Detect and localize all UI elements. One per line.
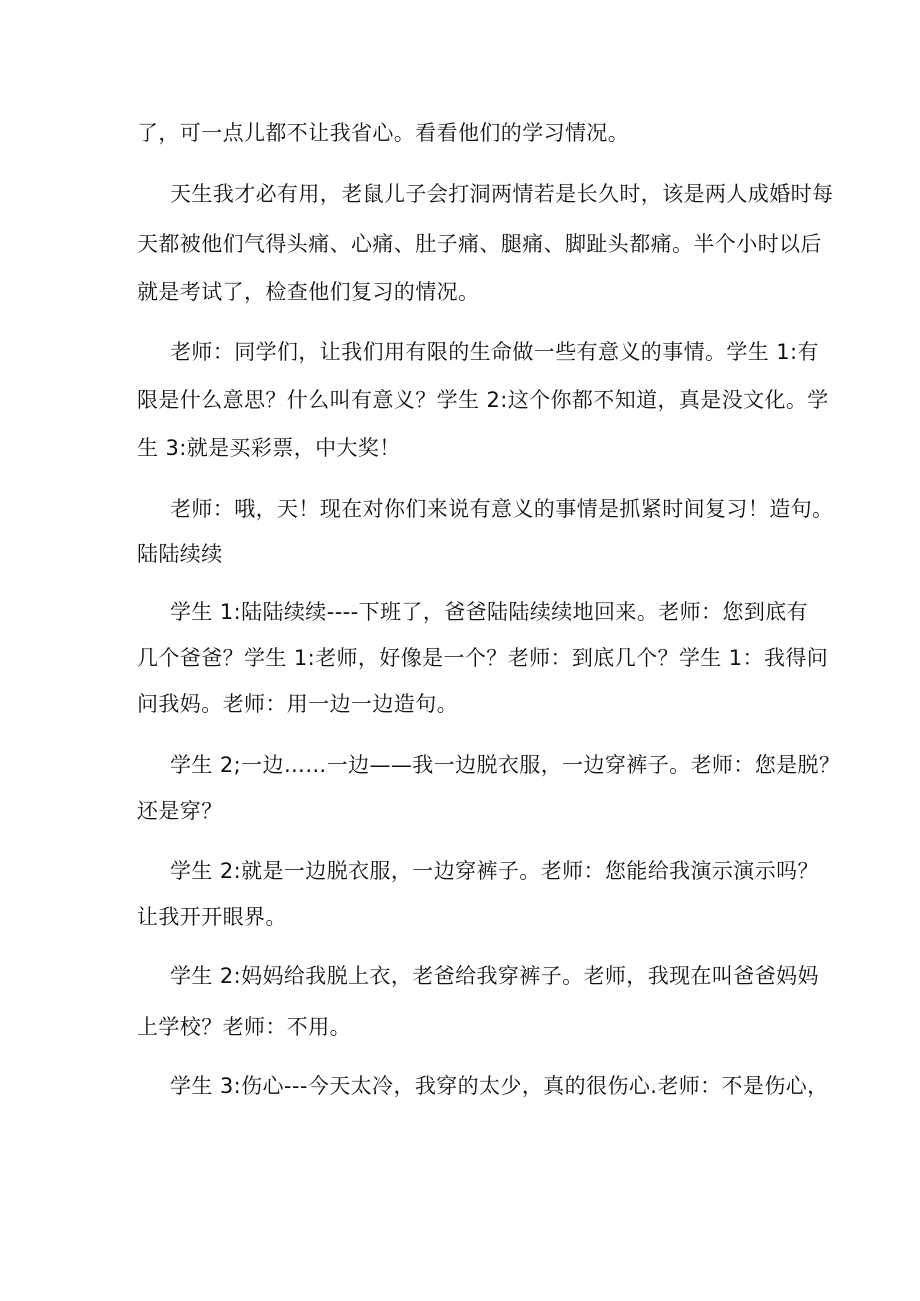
paragraph-line: 生 3:就是买彩票，中大奖！ <box>137 436 401 460</box>
paragraph-line: 学生 2:就是一边脱衣服，一边穿裤子。老师：您能给我演示演示吗？ <box>170 859 819 883</box>
paragraph-line: 让我开开眼界。 <box>137 905 287 929</box>
paragraph-line: 老师：同学们，让我们用有限的生命做一些有意义的事情。学生 1:有 <box>170 340 819 364</box>
paragraph-line: 老师：哦，天！现在对你们来说有意义的事情是抓紧时间复习！造句。 <box>170 497 834 521</box>
paragraph-line: 学生 1:陆陆续续----下班了，爸爸陆陆续续地回来。老师：您到底有 <box>170 600 809 624</box>
paragraph-line: 陆陆续续 <box>137 542 223 566</box>
paragraph-line: 天生我才必有用，老鼠儿子会打洞两情若是长久时，该是两人成婚时每 <box>170 182 834 206</box>
paragraph-line: 学生 2;一边……一边——我一边脱衣服，一边穿裤子。老师：您是脱？ <box>170 753 841 777</box>
paragraph-line: 学生 3:伤心---今天太冷，我穿的太少，真的很伤心.老师：不是伤心， <box>170 1074 829 1098</box>
paragraph-line: 就是考试了，检查他们复习的情况。 <box>137 280 480 304</box>
paragraph-line: 上学校？老师：不用。 <box>137 1015 351 1039</box>
paragraph-line: 学生 2:妈妈给我脱上衣，老爸给我穿裤子。老师，我现在叫爸爸妈妈 <box>170 964 819 988</box>
paragraph-line: 天都被他们气得头痛、心痛、肚子痛、腿痛、脚趾头都痛。半个小时以后 <box>137 232 822 256</box>
paragraph-line: 限是什么意思？什么叫有意义？学生 2:这个你都不知道，真是没文化。学 <box>137 388 829 412</box>
paragraph-line: 几个爸爸？学生 1:老师，好像是一个？老师：到底几个？学生 1：我得问 <box>137 646 829 670</box>
paragraph-line: 问我妈。老师：用一边一边造句。 <box>137 692 458 716</box>
paragraph-line: 还是穿？ <box>137 799 223 823</box>
paragraph-line: 了，可一点儿都不让我省心。看看他们的学习情况。 <box>137 121 630 145</box>
